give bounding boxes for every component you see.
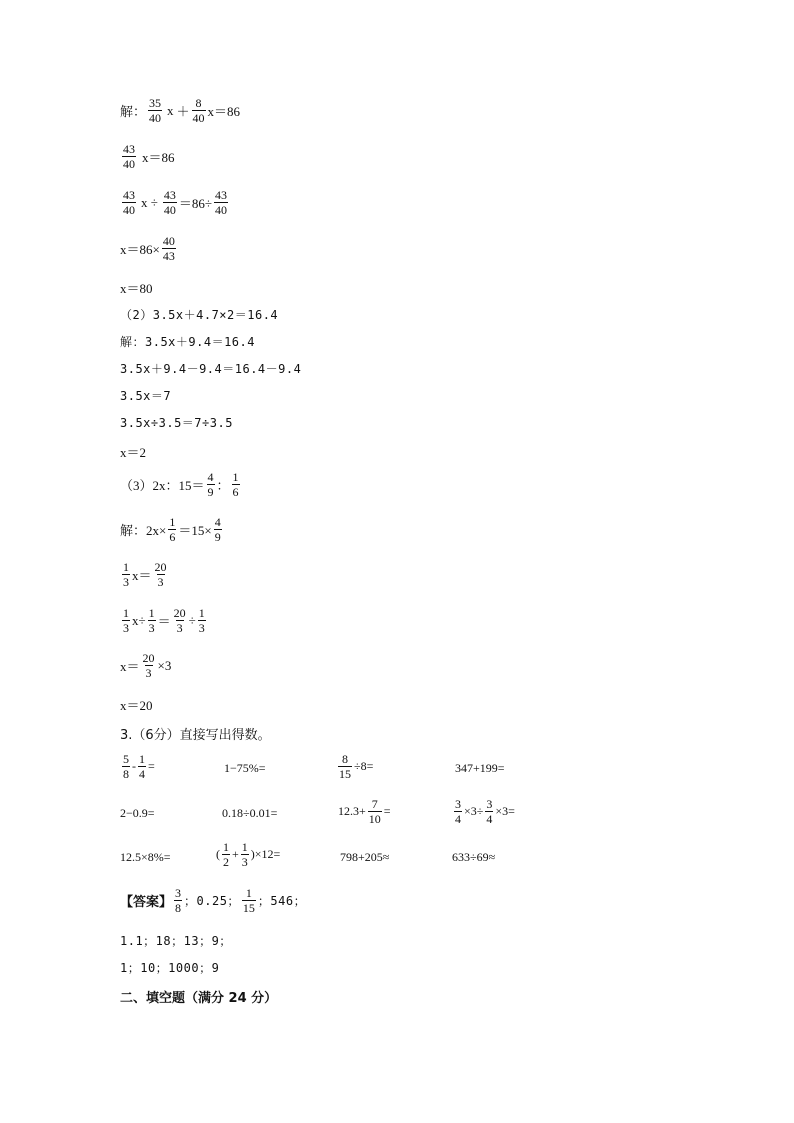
fraction: $\frac{3}{4}$ [455, 797, 461, 826]
solution-label: 解： [120, 105, 147, 120]
expr-text: ×3 [157, 657, 172, 673]
fraction: $\frac{1}{3}$ [198, 606, 205, 635]
eq-line: 3.5x＋9.4－9.4＝16.4－9.4 [120, 362, 302, 376]
problem-r3c3: 798+205≈ [340, 850, 390, 864]
answer-line-2: 1.1；18；13；9； [120, 934, 232, 948]
expr-text: ×3= [495, 804, 515, 818]
fraction: $\frac{1}{3}$ [123, 606, 129, 635]
problem-r1c2: 1−75%= [224, 761, 266, 775]
answer-line-1 [120, 886, 306, 915]
fraction: $\frac{1}{15}$ [242, 886, 255, 915]
fraction: $\frac{1}{3}$ [241, 840, 248, 869]
eq-line-1 [120, 96, 240, 125]
expr-text: ＝15× [178, 523, 212, 538]
expr-text: ＝ [157, 614, 171, 629]
fraction: $\frac{20}{3}$ [173, 606, 186, 635]
problem-r3c4: 633÷69≈ [452, 850, 496, 864]
problem-r2c1: 2−0.9= [120, 806, 155, 820]
eq-line [120, 515, 224, 544]
expr-text: 12.3+ [338, 804, 366, 818]
eq-line-3 [120, 188, 230, 217]
eq-line: x＝20 [120, 698, 153, 713]
eq-line [120, 560, 170, 589]
operator: = [148, 759, 155, 773]
fraction: $\frac{20}{3}$ [142, 651, 155, 680]
expr-text: ： [216, 478, 230, 493]
eq-line: 解：3.5x＋9.4＝16.4 [120, 335, 255, 349]
expr-text: ×3÷ [464, 804, 484, 818]
expr-text: ÷8= [354, 759, 374, 773]
expr-text: ÷ [188, 612, 196, 628]
fraction: $\frac{40}{43}$ [162, 234, 175, 263]
operator: + [232, 847, 239, 861]
eq-line-4 [120, 234, 178, 263]
expr-text: x ÷ [141, 194, 158, 210]
expr-text: x＝86 [207, 104, 241, 119]
problem-r1c4: 347+199= [455, 761, 505, 775]
fraction: $\frac{35}{40}$ [149, 96, 162, 125]
problem-r3c1: 12.5×8%= [120, 850, 171, 864]
eq-line [120, 606, 208, 635]
fraction: $\frac{1}{4}$ [139, 752, 145, 781]
question-2: （2）3.5x＋4.7×2＝16.4 [120, 308, 279, 322]
fraction: $\frac{8}{40}$ [192, 96, 205, 125]
expr-text: （3）2x：15＝ [120, 478, 205, 493]
problem-r2c2: 0.18÷0.01= [222, 806, 278, 820]
expr-text: x÷ [132, 612, 146, 628]
operator: ＋ [176, 104, 190, 119]
answer-line-3: 1；10；1000；9 [120, 961, 220, 975]
problem-r2c3 [338, 797, 391, 826]
fraction: $\frac{7}{10}$ [368, 797, 381, 826]
section-heading: 二、填空题（满分 24 分） [120, 991, 278, 1006]
fraction: $\frac{43}{40}$ [123, 142, 135, 171]
section-3-title: 3.（6分）直接写出得数。 [120, 728, 271, 743]
fraction: $\frac{1}{2}$ [223, 840, 229, 869]
expr-text: ；0.25； [184, 894, 240, 908]
problem-r1c3 [336, 752, 373, 781]
operator: = [383, 804, 391, 818]
expr-text: x＝ [120, 659, 140, 674]
fraction: $\frac{3}{8}$ [175, 886, 182, 915]
problem-r1c1 [120, 752, 155, 781]
problem-r2c4 [452, 797, 515, 826]
fraction: $\frac{3}{4}$ [486, 797, 493, 826]
fraction: $\frac{43}{40}$ [123, 188, 135, 217]
fraction: $\frac{1}{6}$ [169, 515, 176, 544]
eq-line-2 [120, 142, 175, 171]
question-3 [120, 470, 242, 499]
operator: - [132, 759, 136, 773]
eq-line: x＝2 [120, 445, 147, 460]
expr-text: x＝86 [142, 150, 175, 165]
fraction: $\frac{43}{40}$ [215, 188, 228, 217]
eq-line: 3.5x÷3.5＝7÷3.5 [120, 416, 233, 430]
eq-line [120, 651, 171, 680]
variable: x [167, 102, 174, 118]
eq-line-5: x＝80 [120, 281, 153, 296]
eq-line: 3.5x＝7 [120, 389, 172, 403]
expr-text: x＝86× [120, 242, 160, 257]
expr-text: ＝86÷ [178, 196, 213, 211]
fraction: $\frac{5}{8}$ [123, 752, 129, 781]
fraction: $\frac{20}{3}$ [154, 560, 167, 589]
expr-text: 解：2x× [120, 523, 167, 538]
fraction: $\frac{8}{15}$ [339, 752, 351, 781]
fraction: $\frac{4}{9}$ [214, 515, 221, 544]
fraction: $\frac{1}{3}$ [148, 606, 155, 635]
fraction: $\frac{4}{9}$ [207, 470, 214, 499]
fraction: $\frac{1}{3}$ [123, 560, 129, 589]
fraction: $\frac{1}{6}$ [232, 470, 239, 499]
expr-text: ( [216, 847, 220, 861]
answer-label: 【答案】 [120, 895, 173, 910]
expr-text: ；546； [257, 894, 307, 908]
expr-text: x＝ [132, 568, 152, 583]
fraction: $\frac{43}{40}$ [163, 188, 176, 217]
problem-r3c2 [216, 840, 280, 869]
expr-text: )×12= [250, 847, 281, 861]
